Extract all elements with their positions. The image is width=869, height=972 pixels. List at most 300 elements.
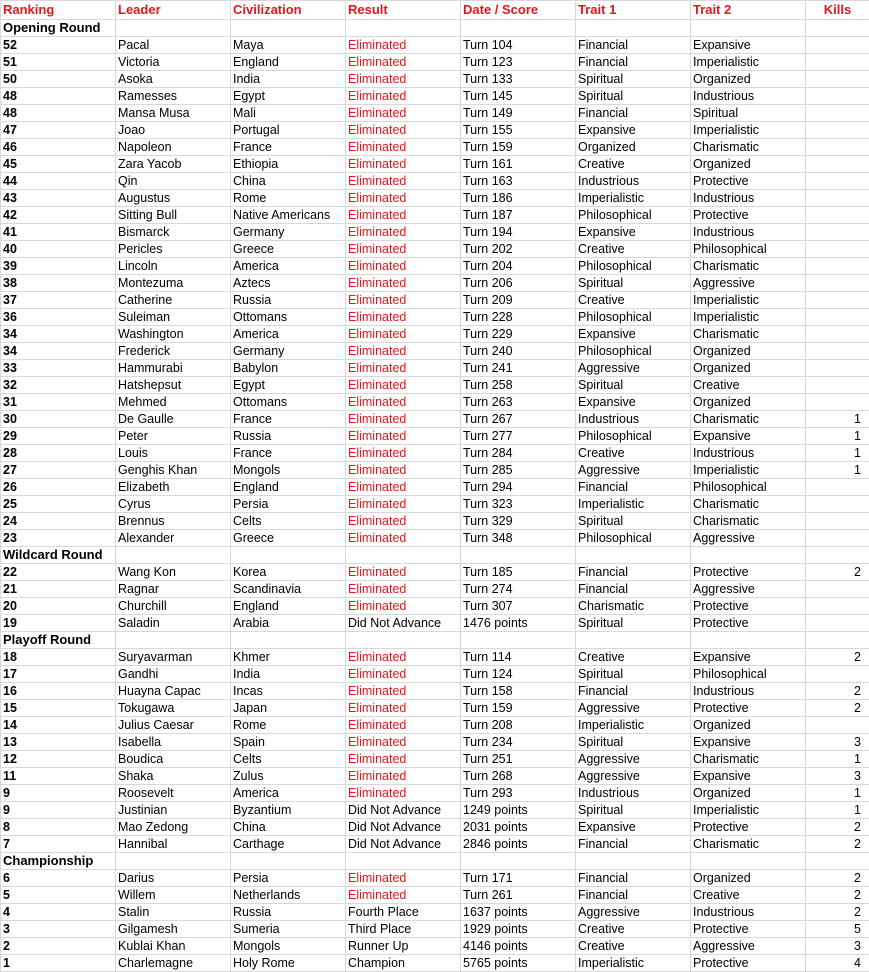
leader-cell: Peter [116, 428, 231, 445]
rank-cell: 45 [1, 156, 116, 173]
result-cell: Eliminated [346, 411, 461, 428]
rank-cell: 52 [1, 37, 116, 54]
trait-2-cell: Protective [691, 819, 806, 836]
kills-cell [806, 258, 869, 275]
rank-cell: 32 [1, 377, 116, 394]
table-row [1, 224, 869, 241]
trait-1-cell: Creative [576, 445, 691, 462]
date-score-cell: Turn 123 [461, 54, 576, 71]
leader-cell: Lincoln [116, 258, 231, 275]
kills-cell [806, 275, 869, 292]
civilization-cell: Greece [231, 241, 346, 258]
kills-cell [806, 292, 869, 309]
rank-cell: 41 [1, 224, 116, 241]
table-row [1, 377, 869, 394]
kills-cell: 2 [806, 649, 869, 666]
date-score-cell: 5765 points [461, 955, 576, 972]
kills-cell [806, 394, 869, 411]
empty-cell [116, 20, 231, 37]
leader-cell: Willem [116, 887, 231, 904]
table-row [1, 904, 869, 921]
result-cell: Eliminated [346, 394, 461, 411]
leader-cell: Bismarck [116, 224, 231, 241]
result-cell: Champion [346, 955, 461, 972]
rank-cell: 48 [1, 88, 116, 105]
trait-2-cell: Expansive [691, 428, 806, 445]
trait-1-cell: Industrious [576, 785, 691, 802]
empty-cell [691, 853, 806, 870]
section-title: Playoff Round [1, 632, 116, 649]
result-cell: Third Place [346, 921, 461, 938]
result-cell: Runner Up [346, 938, 461, 955]
trait-2-cell: Organized [691, 870, 806, 887]
trait-2-cell: Philosophical [691, 666, 806, 683]
civilization-cell: Korea [231, 564, 346, 581]
trait-2-cell: Protective [691, 173, 806, 190]
empty-cell [461, 632, 576, 649]
trait-2-cell: Imperialistic [691, 309, 806, 326]
kills-cell: 3 [806, 938, 869, 955]
rank-cell: 31 [1, 394, 116, 411]
trait-2-cell: Protective [691, 615, 806, 632]
empty-cell [116, 547, 231, 564]
section-header-row [1, 853, 869, 870]
rank-cell: 30 [1, 411, 116, 428]
trait-2-cell: Protective [691, 921, 806, 938]
table-row [1, 394, 869, 411]
trait-2-cell: Organized [691, 156, 806, 173]
date-score-cell: Turn 187 [461, 207, 576, 224]
empty-cell [346, 853, 461, 870]
civilization-cell: France [231, 445, 346, 462]
leader-cell: Ramesses [116, 88, 231, 105]
date-score-cell: Turn 294 [461, 479, 576, 496]
kills-cell [806, 156, 869, 173]
leader-cell: Mansa Musa [116, 105, 231, 122]
trait-2-cell: Protective [691, 598, 806, 615]
table-row [1, 122, 869, 139]
date-score-cell: Turn 186 [461, 190, 576, 207]
trait-2-cell: Industrious [691, 445, 806, 462]
table-row [1, 258, 869, 275]
date-score-cell: Turn 163 [461, 173, 576, 190]
table-row [1, 156, 869, 173]
trait-2-cell: Imperialistic [691, 54, 806, 71]
empty-cell [346, 632, 461, 649]
leader-cell: Suryavarman [116, 649, 231, 666]
trait-1-cell: Expansive [576, 122, 691, 139]
date-score-cell: Turn 268 [461, 768, 576, 785]
date-score-cell: Turn 293 [461, 785, 576, 802]
rank-cell: 16 [1, 683, 116, 700]
date-score-cell: Turn 158 [461, 683, 576, 700]
trait-2-cell: Charismatic [691, 836, 806, 853]
leader-cell: Augustus [116, 190, 231, 207]
kills-cell: 2 [806, 700, 869, 717]
civilization-cell: Aztecs [231, 275, 346, 292]
rank-cell: 48 [1, 105, 116, 122]
table-row [1, 955, 869, 972]
result-cell: Eliminated [346, 428, 461, 445]
table-row [1, 241, 869, 258]
leader-cell: Pacal [116, 37, 231, 54]
date-score-cell: Turn 284 [461, 445, 576, 462]
leader-cell: Wang Kon [116, 564, 231, 581]
civilization-cell: Germany [231, 343, 346, 360]
result-cell: Eliminated [346, 88, 461, 105]
table-row [1, 717, 869, 734]
civilization-cell: Arabia [231, 615, 346, 632]
rank-cell: 1 [1, 955, 116, 972]
table-row [1, 292, 869, 309]
empty-cell [461, 853, 576, 870]
rank-cell: 50 [1, 71, 116, 88]
civilization-cell: Zulus [231, 768, 346, 785]
result-cell: Eliminated [346, 173, 461, 190]
kills-cell [806, 513, 869, 530]
empty-cell [806, 632, 869, 649]
rank-cell: 38 [1, 275, 116, 292]
date-score-cell: Turn 251 [461, 751, 576, 768]
empty-cell [346, 20, 461, 37]
leader-cell: Joao [116, 122, 231, 139]
rank-cell: 36 [1, 309, 116, 326]
leader-cell: Tokugawa [116, 700, 231, 717]
civilization-cell: Germany [231, 224, 346, 241]
table-row [1, 649, 869, 666]
rank-cell: 37 [1, 292, 116, 309]
trait-1-cell: Financial [576, 105, 691, 122]
trait-1-cell: Charismatic [576, 598, 691, 615]
kills-cell: 1 [806, 428, 869, 445]
rank-cell: 13 [1, 734, 116, 751]
result-cell: Did Not Advance [346, 802, 461, 819]
kills-cell: 1 [806, 411, 869, 428]
date-score-cell: Turn 155 [461, 122, 576, 139]
rank-cell: 46 [1, 139, 116, 156]
leader-cell: Mehmed [116, 394, 231, 411]
leader-cell: Asoka [116, 71, 231, 88]
kills-cell [806, 326, 869, 343]
leader-cell: Alexander [116, 530, 231, 547]
trait-1-cell: Expansive [576, 394, 691, 411]
kills-cell [806, 360, 869, 377]
trait-1-cell: Aggressive [576, 360, 691, 377]
civilization-cell: China [231, 173, 346, 190]
rank-cell: 39 [1, 258, 116, 275]
kills-cell [806, 54, 869, 71]
header-trait-1: Trait 1 [576, 1, 691, 20]
trait-1-cell: Financial [576, 564, 691, 581]
date-score-cell: 1249 points [461, 802, 576, 819]
leader-cell: Justinian [116, 802, 231, 819]
header-kills: Kills [806, 1, 869, 20]
table-row [1, 309, 869, 326]
leader-cell: Ragnar [116, 581, 231, 598]
result-cell: Did Not Advance [346, 615, 461, 632]
header-date-score: Date / Score [461, 1, 576, 20]
kills-cell [806, 377, 869, 394]
leader-cell: Washington [116, 326, 231, 343]
table-row [1, 819, 869, 836]
rank-cell: 22 [1, 564, 116, 581]
result-cell: Fourth Place [346, 904, 461, 921]
table-row [1, 683, 869, 700]
table-row [1, 802, 869, 819]
table-row [1, 666, 869, 683]
kills-cell: 2 [806, 870, 869, 887]
result-cell: Eliminated [346, 530, 461, 547]
result-cell: Eliminated [346, 581, 461, 598]
kills-cell: 4 [806, 955, 869, 972]
leader-cell: Hatshepsut [116, 377, 231, 394]
date-score-cell: Turn 228 [461, 309, 576, 326]
date-score-cell: Turn 204 [461, 258, 576, 275]
civilization-cell: Ottomans [231, 394, 346, 411]
civilization-cell: Rome [231, 717, 346, 734]
date-score-cell: Turn 329 [461, 513, 576, 530]
rank-cell: 42 [1, 207, 116, 224]
result-cell: Eliminated [346, 343, 461, 360]
result-cell: Eliminated [346, 513, 461, 530]
trait-1-cell: Creative [576, 292, 691, 309]
date-score-cell: Turn 149 [461, 105, 576, 122]
result-cell: Eliminated [346, 156, 461, 173]
rank-cell: 26 [1, 479, 116, 496]
kills-cell: 1 [806, 445, 869, 462]
result-cell: Eliminated [346, 37, 461, 54]
leader-cell: Gandhi [116, 666, 231, 683]
trait-1-cell: Creative [576, 241, 691, 258]
result-cell: Eliminated [346, 258, 461, 275]
empty-cell [231, 632, 346, 649]
rank-cell: 5 [1, 887, 116, 904]
result-cell: Eliminated [346, 105, 461, 122]
result-cell: Eliminated [346, 768, 461, 785]
date-score-cell: Turn 285 [461, 462, 576, 479]
kills-cell [806, 173, 869, 190]
date-score-cell: Turn 240 [461, 343, 576, 360]
kills-cell [806, 309, 869, 326]
date-score-cell: 1929 points [461, 921, 576, 938]
header-trait-2: Trait 2 [691, 1, 806, 20]
date-score-cell: Turn 209 [461, 292, 576, 309]
trait-2-cell: Organized [691, 360, 806, 377]
leader-cell: Huayna Capac [116, 683, 231, 700]
result-cell: Eliminated [346, 241, 461, 258]
civilization-cell: Celts [231, 751, 346, 768]
leader-cell: Zara Yacob [116, 156, 231, 173]
trait-1-cell: Spiritual [576, 71, 691, 88]
trait-1-cell: Imperialistic [576, 717, 691, 734]
leader-cell: Frederick [116, 343, 231, 360]
result-cell: Eliminated [346, 870, 461, 887]
table-row [1, 496, 869, 513]
section-title: Opening Round [1, 20, 116, 37]
result-cell: Eliminated [346, 785, 461, 802]
trait-2-cell: Industrious [691, 190, 806, 207]
trait-1-cell: Spiritual [576, 734, 691, 751]
civilization-cell: Russia [231, 428, 346, 445]
rank-cell: 15 [1, 700, 116, 717]
table-row [1, 615, 869, 632]
trait-2-cell: Aggressive [691, 581, 806, 598]
trait-2-cell: Philosophical [691, 241, 806, 258]
trait-2-cell: Organized [691, 785, 806, 802]
rank-cell: 6 [1, 870, 116, 887]
kills-cell [806, 615, 869, 632]
trait-1-cell: Aggressive [576, 904, 691, 921]
result-cell: Eliminated [346, 649, 461, 666]
civilization-cell: France [231, 411, 346, 428]
result-cell: Eliminated [346, 360, 461, 377]
civilization-cell: Babylon [231, 360, 346, 377]
table-row [1, 887, 869, 904]
trait-2-cell: Charismatic [691, 139, 806, 156]
date-score-cell: Turn 307 [461, 598, 576, 615]
trait-2-cell: Expansive [691, 768, 806, 785]
section-header-row [1, 20, 869, 37]
trait-1-cell: Aggressive [576, 768, 691, 785]
leader-cell: Hannibal [116, 836, 231, 853]
kills-cell [806, 88, 869, 105]
trait-1-cell: Financial [576, 54, 691, 71]
kills-cell [806, 71, 869, 88]
civilization-cell: Rome [231, 190, 346, 207]
trait-2-cell: Imperialistic [691, 292, 806, 309]
table-row [1, 343, 869, 360]
result-cell: Eliminated [346, 190, 461, 207]
civilization-cell: France [231, 139, 346, 156]
leader-cell: Stalin [116, 904, 231, 921]
trait-1-cell: Spiritual [576, 615, 691, 632]
civilization-cell: England [231, 54, 346, 71]
trait-2-cell: Industrious [691, 88, 806, 105]
civilization-cell: Japan [231, 700, 346, 717]
rank-cell: 24 [1, 513, 116, 530]
rank-cell: 9 [1, 802, 116, 819]
result-cell: Eliminated [346, 122, 461, 139]
empty-cell [116, 632, 231, 649]
empty-cell [576, 20, 691, 37]
rank-cell: 34 [1, 343, 116, 360]
rank-cell: 28 [1, 445, 116, 462]
trait-2-cell: Charismatic [691, 411, 806, 428]
trait-1-cell: Creative [576, 156, 691, 173]
civilization-cell: Portugal [231, 122, 346, 139]
civilization-cell: Incas [231, 683, 346, 700]
civilization-cell: China [231, 819, 346, 836]
header-leader: Leader [116, 1, 231, 20]
civilization-cell: India [231, 71, 346, 88]
table-row [1, 564, 869, 581]
kills-cell [806, 37, 869, 54]
table-row [1, 37, 869, 54]
table-row [1, 751, 869, 768]
leader-cell: Catherine [116, 292, 231, 309]
table-row [1, 836, 869, 853]
table-row [1, 190, 869, 207]
result-cell: Eliminated [346, 700, 461, 717]
rank-cell: 20 [1, 598, 116, 615]
empty-cell [346, 547, 461, 564]
trait-2-cell: Aggressive [691, 275, 806, 292]
kills-cell [806, 343, 869, 360]
trait-2-cell: Charismatic [691, 326, 806, 343]
civilization-cell: Persia [231, 870, 346, 887]
kills-cell: 2 [806, 904, 869, 921]
kills-cell [806, 717, 869, 734]
civilization-cell: Greece [231, 530, 346, 547]
table-row [1, 207, 869, 224]
header-ranking: Ranking [1, 1, 116, 20]
kills-cell: 1 [806, 785, 869, 802]
result-cell: Eliminated [346, 207, 461, 224]
empty-cell [231, 20, 346, 37]
result-cell: Eliminated [346, 292, 461, 309]
kills-cell [806, 496, 869, 513]
result-cell: Eliminated [346, 734, 461, 751]
date-score-cell: Turn 194 [461, 224, 576, 241]
kills-cell [806, 666, 869, 683]
civilization-cell: Ethiopia [231, 156, 346, 173]
trait-1-cell: Financial [576, 581, 691, 598]
kills-cell [806, 530, 869, 547]
empty-cell [576, 853, 691, 870]
leader-cell: Cyrus [116, 496, 231, 513]
date-score-cell: 2846 points [461, 836, 576, 853]
date-score-cell: Turn 202 [461, 241, 576, 258]
civilization-cell: Ottomans [231, 309, 346, 326]
civilization-cell: Spain [231, 734, 346, 751]
rank-cell: 29 [1, 428, 116, 445]
result-cell: Eliminated [346, 54, 461, 71]
trait-1-cell: Aggressive [576, 700, 691, 717]
leader-cell: Montezuma [116, 275, 231, 292]
result-cell: Eliminated [346, 751, 461, 768]
trait-1-cell: Expansive [576, 224, 691, 241]
leader-cell: Charlemagne [116, 955, 231, 972]
leader-cell: Sitting Bull [116, 207, 231, 224]
result-cell: Eliminated [346, 683, 461, 700]
header-result: Result [346, 1, 461, 20]
rank-cell: 11 [1, 768, 116, 785]
civilization-cell: Celts [231, 513, 346, 530]
trait-2-cell: Aggressive [691, 530, 806, 547]
trait-2-cell: Charismatic [691, 258, 806, 275]
trait-1-cell: Philosophical [576, 207, 691, 224]
civilization-cell: Byzantium [231, 802, 346, 819]
rank-cell: 2 [1, 938, 116, 955]
empty-cell [806, 853, 869, 870]
date-score-cell: Turn 133 [461, 71, 576, 88]
header-civilization: Civilization [231, 1, 346, 20]
table-row [1, 360, 869, 377]
trait-1-cell: Spiritual [576, 377, 691, 394]
table-row [1, 870, 869, 887]
empty-cell [116, 853, 231, 870]
kills-cell: 2 [806, 564, 869, 581]
rank-cell: 27 [1, 462, 116, 479]
leader-cell: Kublai Khan [116, 938, 231, 955]
civilization-cell: America [231, 326, 346, 343]
table-row [1, 530, 869, 547]
kills-cell [806, 122, 869, 139]
date-score-cell: 1476 points [461, 615, 576, 632]
trait-2-cell: Industrious [691, 224, 806, 241]
civilization-cell: Russia [231, 292, 346, 309]
civilization-cell: India [231, 666, 346, 683]
